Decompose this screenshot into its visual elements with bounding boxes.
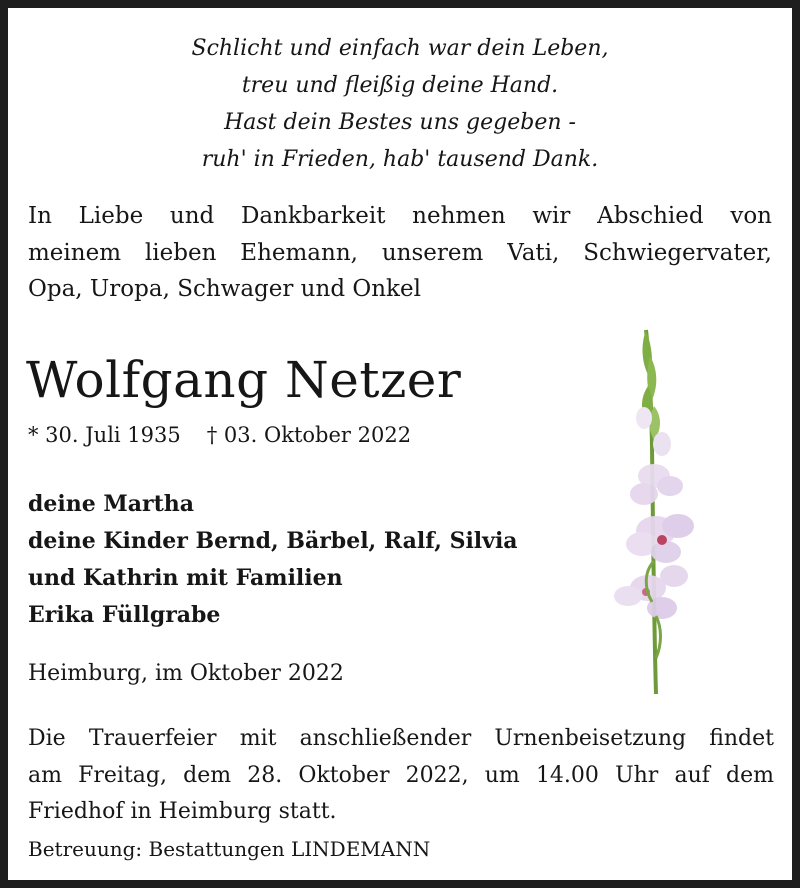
poem-line: Schlicht und einfach war dein Leben, [191, 36, 609, 61]
farewell-intro [28, 198, 772, 308]
service-line: Friedhof in Heimburg statt. [28, 799, 337, 824]
deceased-name: Wolfgang Netzer [26, 351, 462, 409]
life-dates [28, 420, 411, 450]
funeral-service-info [28, 721, 774, 831]
obituary-notice [8, 8, 792, 880]
mourner-line: Erika Füllgrabe [28, 602, 221, 628]
memorial-poem [8, 30, 792, 178]
gladiolus-flower-icon [604, 326, 714, 696]
birth-date: * 30. Juli 1935 [28, 423, 181, 447]
intro-line: meinem lieben Ehemann, unserem Vati, Schwiegervater, [28, 239, 772, 266]
mourner-line: deine Martha [28, 491, 194, 517]
poem-line: Hast dein Bestes uns gegeben - [224, 110, 576, 135]
mourners-list [28, 486, 518, 634]
place-and-date: Heimburg, im Oktober 2022 [28, 661, 344, 686]
intro-line: In Liebe und Dankbarkeit nehmen wir Abschied von [28, 203, 772, 229]
death-date: † 03. Oktober 2022 [206, 423, 412, 447]
poem-line: treu und fleißig deine Hand. [241, 73, 559, 98]
service-line: am Freitag, dem 28. Oktober 2022, um 14.00 Uhr auf dem [28, 762, 774, 788]
mourner-line: deine Kinder Bernd, Bärbel, Ralf, Silvia [28, 528, 518, 554]
mourner-line: und Kathrin mit Familien [28, 565, 343, 591]
poem-line: ruh' in Frieden, hab' tausend Dank. [201, 147, 599, 172]
intro-line: Opa, Uropa, Schwager und Onkel [28, 276, 421, 302]
funeral-home-credit: Betreuung: Bestattungen LINDEMANN [28, 837, 431, 861]
service-line: Die Trauerfeier mit anschließender Urnenbeisetzung findet [28, 726, 774, 751]
